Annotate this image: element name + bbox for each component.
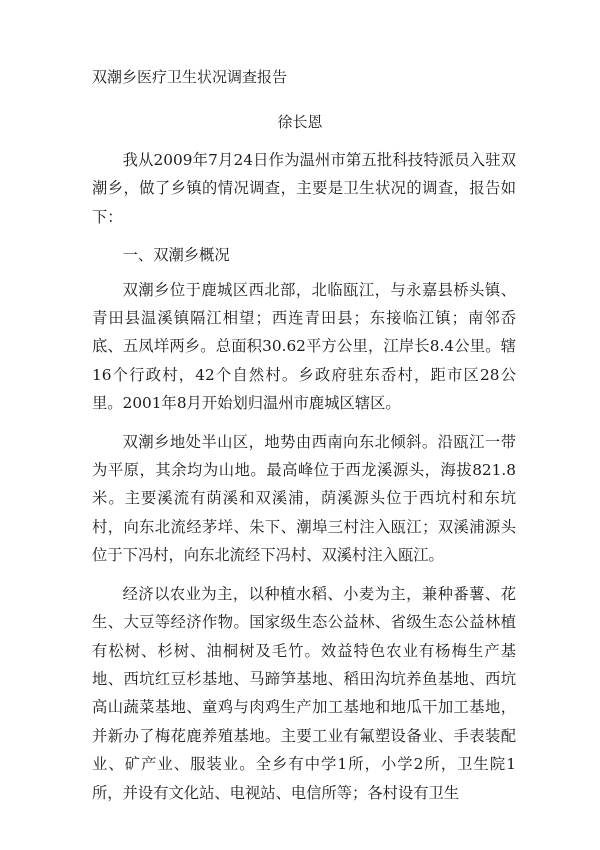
paragraph-economy: 经济以农业为主，以种植水稻、小麦为主，兼种番薯、花生、大豆等经济作物。国家级生态公益林、省级生态公益林植有松树、杉树、油桐树及毛竹。效益特色农业有杨梅生产基地、西坑红豆杉基地、马蹄笋基地、稻田沟坑养鱼基地、西坑高山蔬菜基地、童鸡与肉鸡生产加工基地和地瓜干加工基地，并新办了梅花鹿养殖基地。主要工业有氟塑设备业、手表装配业、矿产业、服装业。全乡有中学1所，小学2所，卫生院1所，并设有文化站、电视站、电信所等；各村设有卫生 <box>92 584 516 802</box>
document-author: 徐长恩 <box>277 113 323 131</box>
section-heading: 一、双潮乡概况 <box>122 246 230 265</box>
paragraph-intro: 我从2009年7月24日作为温州市第五批科技特派员入驻双潮乡，做了乡镇的情况调查，主要是卫生状况的调查，报告如下： <box>92 151 516 226</box>
paragraph-location: 双潮乡位于鹿城区西北部，北临瓯江，与永嘉县桥头镇、青田县温溪镇隔江相望；西连青田县；东接临江镇；南邻岙底、五凤垟两乡。总面积30.62平方公里，江岸长8.4公里。辖16个行政村，42个自然村。乡政府驻东岙村，距市区28公里。2001年8月开始划归温州市鹿城区辖区。 <box>92 280 516 413</box>
document-body <box>92 146 516 817</box>
paragraph-terrain: 双潮乡地处半山区，地势由西南向东北倾斜。沿瓯江一带为平原，其余均为山地。最高峰位于西龙溪源头，海拔821.8米。主要溪流有荫溪和双溪浦，荫溪源头位于西坑村和东坑村，向东北流经茅垟、朱下、潮埠三村注入瓯江；双溪浦源头位于下冯村，向东北流经下冯村、双溪村注入瓯江。 <box>92 432 516 565</box>
document-title: 双潮乡医疗卫生状况调查报告 <box>92 68 288 86</box>
